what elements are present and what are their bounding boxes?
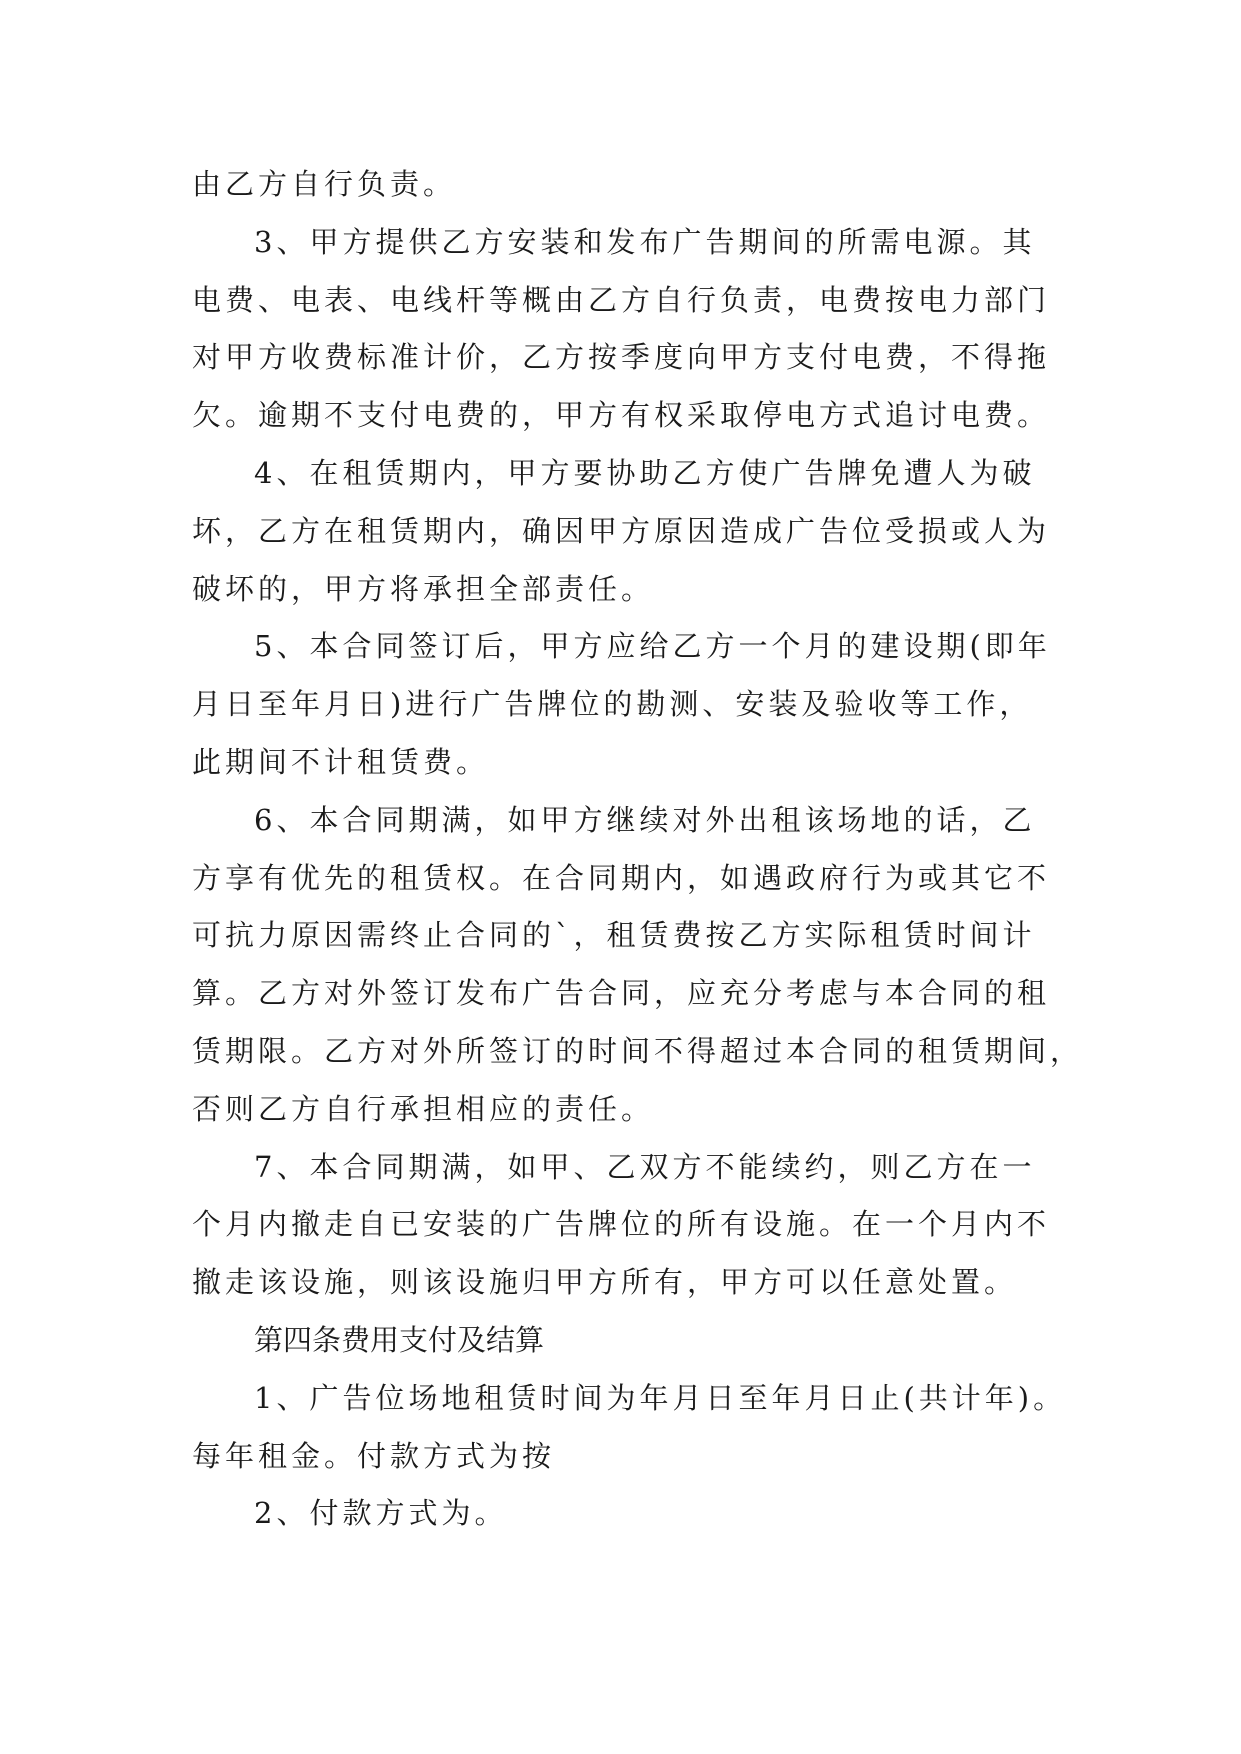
text-line: 由乙方自行负责。 — [192, 167, 457, 201]
clause-4-line: 4、在租赁期内，甲方要协助乙方使广告牌免遭人为破 — [254, 455, 1036, 490]
clause-3-line: 3、甲方提供乙方安装和发布广告期间的所需电源。其 — [254, 224, 1036, 259]
text-line: 撤走该设施，则该设施归甲方所有，甲方可以任意处置。 — [192, 1265, 1018, 1300]
text-line: 对甲方收费标准计价，乙方按季度向甲方支付电费，不得拖 — [192, 340, 1051, 375]
text-line: 此期间不计租赁费。 — [192, 744, 490, 779]
text-line: 可抗力原因需终止合同的`，租赁费按乙方实际租赁时间计 — [192, 918, 1036, 953]
text-line: 每年租金。付款方式为按 — [192, 1438, 556, 1473]
text-line: 赁期限。乙方对外所签订的时间不得超过本合同的租赁期间， — [192, 1033, 1084, 1068]
text-line: 算。乙方对外签订发布广告合同，应充分考虑与本合同的租 — [192, 976, 1051, 1011]
text-line: 否则乙方自行承担相应的责任。 — [192, 1091, 655, 1126]
contract-body-text — [192, 156, 1084, 1543]
text-line: 破坏的，甲方将承担全部责任。 — [192, 571, 655, 606]
clause-7-line: 7、本合同期满，如甲、乙双方不能续约，则乙方在一 — [254, 1149, 1036, 1184]
text-line: 方享有优先的租赁权。在合同期内，如遇政府行为或其它不 — [192, 860, 1051, 895]
text-line: 电费、电表、电线杆等概由乙方自行负责，电费按电力部门 — [192, 282, 1051, 317]
text-line: 欠。逾期不支付电费的，甲方有权采取停电方式追讨电费。 — [192, 398, 1051, 433]
payment-clause-1-line: 1、广告位场地租赁时间为年月日至年月日止(共计年)。 — [254, 1380, 1067, 1415]
clause-6-line: 6、本合同期满，如甲方继续对外出租该场地的话，乙 — [254, 802, 1036, 837]
text-line: 月日至年月日)进行广告牌位的勘测、安装及验收等工作， — [192, 687, 1033, 722]
text-line: 坏，乙方在租赁期内，确因甲方原因造成广告位受损或人为 — [192, 513, 1051, 548]
payment-clause-2-line: 2、付款方式为。 — [254, 1496, 508, 1531]
section-heading-article-4: 第四条费用支付及结算 — [254, 1322, 545, 1357]
clause-5-line: 5、本合同签订后，甲方应给乙方一个月的建设期(即年 — [254, 629, 1051, 664]
text-line: 个月内撤走自已安装的广告牌位的所有设施。在一个月内不 — [192, 1207, 1051, 1242]
